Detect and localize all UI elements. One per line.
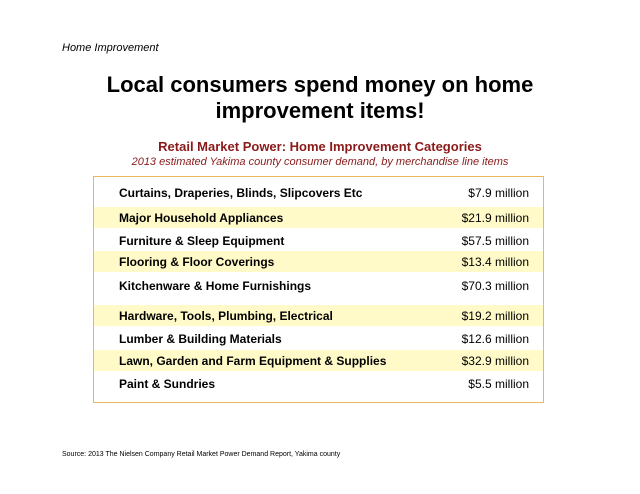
category-name: Flooring & Floor Coverings <box>119 254 275 269</box>
table-row <box>94 275 543 296</box>
category-value: $7.9 million <box>468 185 529 200</box>
category-value: $57.5 million <box>461 233 529 248</box>
category-value: $32.9 million <box>461 353 529 368</box>
category-value: $5.5 million <box>468 376 529 391</box>
table-row <box>94 373 543 394</box>
category-name: Hardware, Tools, Plumbing, Electrical <box>119 308 333 323</box>
table-subtitle: Retail Market Power: Home Improvement Categories <box>158 139 482 154</box>
category-value: $12.6 million <box>461 331 529 346</box>
category-table <box>93 176 544 403</box>
category-name: Kitchenware & Home Furnishings <box>119 278 312 293</box>
category-name: Lawn, Garden and Farm Equipment & Supplies <box>119 353 387 368</box>
source-note: Source: 2013 The Nielsen Company Retail Market Power Demand Report, Yakima county <box>62 451 341 458</box>
table-row <box>94 207 543 228</box>
category-name: Lumber & Building Materials <box>119 331 282 346</box>
category-value: $21.9 million <box>461 210 529 225</box>
category-value: $19.2 million <box>461 308 529 323</box>
table-caption: 2013 estimated Yakima county consumer demand, by merchandise line items <box>131 156 509 168</box>
table-row <box>94 328 543 349</box>
category-name: Major Household Appliances <box>119 210 284 225</box>
table-row <box>94 305 543 326</box>
table-row <box>94 251 543 272</box>
category-name: Furniture & Sleep Equipment <box>119 233 285 248</box>
category-name: Paint & Sundries <box>119 376 216 391</box>
title-line-2: improvement items! <box>215 98 425 123</box>
title-line-1: Local consumers spend money on home <box>106 72 534 97</box>
table-row <box>94 350 543 371</box>
category-name: Curtains, Draperies, Blinds, Slipcovers Etc <box>119 185 363 200</box>
table-row <box>94 230 543 251</box>
category-value: $70.3 million <box>461 278 529 293</box>
category-value: $13.4 million <box>461 254 529 269</box>
table-row <box>94 182 543 203</box>
page-title <box>0 72 640 124</box>
section-label: Home Improvement <box>62 42 159 54</box>
